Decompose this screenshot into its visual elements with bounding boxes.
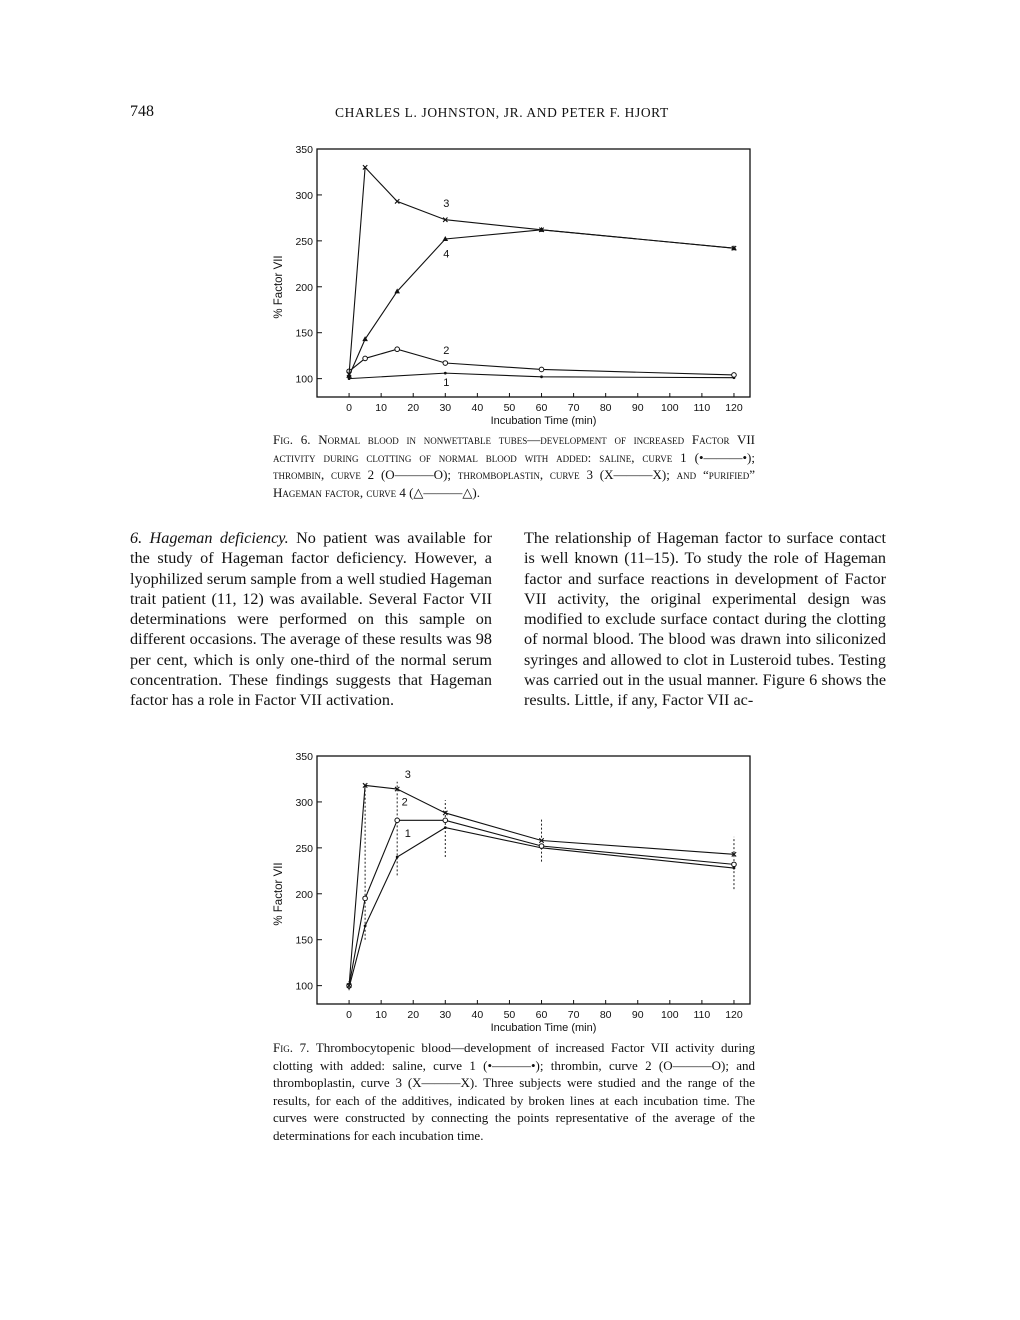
data-point-circle (363, 896, 368, 901)
y-tick-label: 350 (295, 144, 313, 156)
x-tick-label: 80 (599, 402, 612, 414)
right-paragraph: The relationship of Hageman factor to surface contact is well known (11–15). To study the role of Hageman factor and surface reactions in development of Factor VII activity, the original experimental design was modified to exclude surface contact during the clotting of normal blood. The blood was drawn into siliconized syringes and allowed to clot in Lusteroid tubes. Testing was carried out in the usual manner. Figure 6 shows the results. Little, if any, Factor VII ac- (524, 529, 886, 710)
series-line-curve-1 (349, 828, 734, 988)
data-point-dot (540, 375, 543, 378)
series-line-curve-3 (349, 167, 734, 374)
y-tick-label: 250 (295, 842, 313, 855)
x-tick-label: 50 (503, 402, 516, 414)
data-point-circle (732, 373, 737, 378)
data-point-dot (444, 826, 447, 829)
data-point-dot (364, 925, 367, 928)
figure-6-caption-text: Normal blood in nonwettable tubes—development of increased Factor VII activity during clotting of normal blood with added: saline, curve 1 (•———•); thrombin, curve 2 (O———O); thromboplastin, curve 3 (X———X); and “purified” Hageman factor, curve 4 (△———△). (273, 432, 755, 500)
x-tick-label: 100 (661, 402, 679, 414)
x-tick-label: 120 (725, 1009, 743, 1021)
x-tick-label: 60 (535, 402, 548, 414)
y-tick-label: 150 (295, 327, 313, 340)
x-tick-label: 90 (631, 1009, 644, 1021)
figure-7-chart (260, 742, 760, 1037)
x-tick-label: 20 (407, 402, 420, 414)
x-tick-label: 30 (439, 1009, 452, 1021)
data-point-circle (539, 367, 544, 372)
x-tick-label: 110 (693, 1009, 711, 1021)
x-tick-label: 10 (375, 402, 387, 414)
x-tick-label: 80 (599, 1009, 612, 1021)
plot-frame (317, 756, 750, 1004)
data-point-circle (395, 347, 400, 352)
curve-label-2: 2 (443, 344, 450, 357)
figure-6-chart (260, 135, 760, 430)
y-tick-label: 100 (295, 373, 313, 386)
x-tick-label: 40 (471, 402, 484, 414)
data-point-circle (443, 818, 448, 823)
y-axis-label: % Factor VII (273, 255, 285, 319)
data-point-circle (395, 818, 400, 823)
x-tick-label: 0 (346, 1009, 352, 1021)
x-tick-label: 90 (631, 402, 644, 414)
section-number: 6. (130, 529, 143, 547)
x-tick-label: 60 (535, 1009, 548, 1021)
plot-frame (317, 149, 750, 397)
body-column-left (130, 528, 492, 711)
x-tick-label: 110 (693, 402, 711, 414)
data-point-circle (363, 356, 368, 361)
data-point-circle (443, 361, 448, 366)
curve-label-3: 3 (443, 197, 450, 210)
y-tick-label: 250 (295, 235, 313, 248)
curve-label-1: 1 (404, 827, 411, 840)
y-tick-label: 350 (295, 751, 313, 763)
series-line-curve-4 (349, 230, 734, 376)
figure-7-caption (273, 1039, 755, 1144)
data-point-dot (396, 856, 399, 859)
figure-7-caption-text: Thrombocytopenic blood—development of increased Factor VII activity during clotting with added: saline, curve 1 (•———•); thrombin, curve 2 (O———O); and thromboplastin, curve 3 (X———X). Three subjects were studied and the range of the results, for each of the additives, indicated by broken lines at each incubation time. The curves were constructed by connecting the points representative of the average of the determinations for each incubation time. (273, 1040, 755, 1143)
section-heading: Hageman deficiency. (149, 529, 289, 547)
y-tick-label: 200 (295, 888, 313, 901)
x-tick-label: 0 (346, 402, 352, 414)
figure-6-caption (273, 431, 755, 501)
x-tick-label: 20 (407, 1009, 420, 1021)
y-tick-label: 100 (295, 980, 313, 993)
y-tick-label: 300 (295, 796, 313, 809)
curve-label-3: 3 (404, 769, 411, 782)
left-paragraph: No patient was available for the study of Hageman factor deficiency. However, a lyophilized serum sample from a well studied Hageman trait patient (11, 12) was available. Several Factor VII determinations were performed on this sample on different occasions. The average of these results was 98 per cent, which is only one-third of the normal serum concentration. These findings suggests that Hageman factor has a role in Factor VII activation. (130, 529, 492, 710)
x-tick-label: 30 (439, 402, 452, 414)
y-tick-label: 200 (295, 281, 313, 294)
x-tick-label: 40 (471, 1009, 484, 1021)
y-axis-label: % Factor VII (273, 862, 285, 926)
data-point-dot (444, 372, 447, 375)
curve-label-2: 2 (401, 796, 408, 809)
body-column-right (524, 528, 886, 711)
x-tick-label: 120 (725, 402, 743, 414)
x-tick-label: 70 (567, 1009, 580, 1021)
series-line-curve-3 (349, 785, 734, 985)
x-axis-label: Incubation Time (min) (490, 1022, 597, 1034)
x-axis-label: Incubation Time (min) (490, 415, 597, 427)
page-number: 748 (130, 103, 154, 120)
figure-6-label: Fig. 6. (273, 432, 311, 447)
x-tick-label: 70 (567, 402, 580, 414)
figure-7-label: Fig. 7. (273, 1040, 310, 1055)
x-tick-label: 100 (661, 1009, 679, 1021)
y-tick-label: 300 (295, 189, 313, 202)
x-tick-label: 10 (375, 1009, 387, 1021)
y-tick-label: 150 (295, 934, 313, 947)
x-tick-label: 50 (503, 1009, 516, 1021)
curve-label-4: 4 (443, 248, 450, 261)
curve-label-1: 1 (443, 376, 450, 389)
running-head: CHARLES L. JOHNSTON, JR. AND PETER F. HJORT (335, 105, 669, 120)
data-point-circle (732, 862, 737, 867)
data-point-circle (539, 844, 544, 849)
